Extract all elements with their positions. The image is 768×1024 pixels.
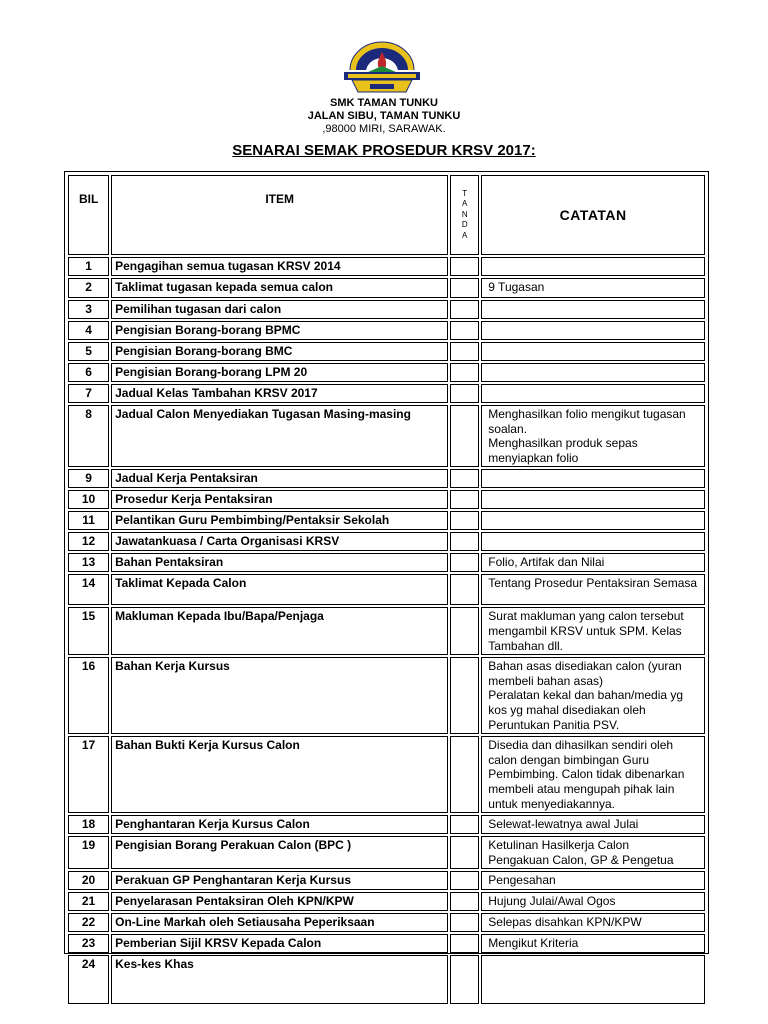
row-item: Makluman Kepada Ibu/Bapa/Penjaga — [111, 607, 448, 655]
row-catatan — [481, 363, 705, 382]
row-tanda-checkbox[interactable] — [450, 815, 479, 834]
table-header-row — [68, 175, 705, 255]
table-row — [68, 815, 705, 834]
row-bil: 16 — [68, 657, 109, 734]
table-row — [68, 363, 705, 382]
row-item: On-Line Markah oleh Setiausaha Peperiksaan — [111, 913, 448, 932]
row-item: Pemberian Sijil KRSV Kepada Calon — [111, 934, 448, 953]
checklist-table — [66, 173, 707, 1006]
row-item: Prosedur Kerja Pentaksiran — [111, 490, 448, 509]
row-catatan: Surat makluman yang calon tersebut mengambil KRSV untuk SPM. Kelas Tambahan dll. — [481, 607, 705, 655]
table-row — [68, 405, 705, 467]
row-catatan — [481, 490, 705, 509]
row-item: Bahan Pentaksiran — [111, 553, 448, 572]
row-tanda-checkbox[interactable] — [450, 892, 479, 911]
row-item: Jadual Calon Menyediakan Tugasan Masing-masing — [111, 405, 448, 467]
table-row — [68, 871, 705, 890]
header-item: ITEM — [111, 175, 448, 255]
row-tanda-checkbox[interactable] — [450, 934, 479, 953]
tanda-letter: N — [461, 209, 468, 219]
row-bil: 14 — [68, 574, 109, 605]
table-row — [68, 736, 705, 813]
row-catatan: Pengesahan — [481, 871, 705, 890]
row-catatan: Hujung Julai/Awal Ogos — [481, 892, 705, 911]
table-row — [68, 836, 705, 869]
row-tanda-checkbox[interactable] — [450, 871, 479, 890]
table-row — [68, 342, 705, 361]
row-tanda-checkbox[interactable] — [450, 736, 479, 813]
row-bil: 7 — [68, 384, 109, 403]
row-bil: 10 — [68, 490, 109, 509]
row-item: Bahan Bukti Kerja Kursus Calon — [111, 736, 448, 813]
row-tanda-checkbox[interactable] — [450, 836, 479, 869]
row-catatan: Ketulinan Hasilkerja Calon Pengakuan Calon, GP & Pengetua — [481, 836, 705, 869]
row-tanda-checkbox[interactable] — [450, 657, 479, 734]
row-item: Jadual Kelas Tambahan KRSV 2017 — [111, 384, 448, 403]
row-bil: 2 — [68, 278, 109, 298]
row-tanda-checkbox[interactable] — [450, 300, 479, 319]
row-bil: 8 — [68, 405, 109, 467]
row-tanda-checkbox[interactable] — [450, 607, 479, 655]
row-catatan: Selewat-lewatnya awal Julai — [481, 815, 705, 834]
row-catatan: 9 Tugasan — [481, 278, 705, 298]
row-item: Pemilihan tugasan dari calon — [111, 300, 448, 319]
table-row — [68, 511, 705, 530]
row-tanda-checkbox[interactable] — [450, 490, 479, 509]
row-tanda-checkbox[interactable] — [450, 257, 479, 276]
row-tanda-checkbox[interactable] — [450, 363, 479, 382]
row-item: Pengisian Borang-borang BPMC — [111, 321, 448, 340]
table-row — [68, 607, 705, 655]
row-bil: 20 — [68, 871, 109, 890]
tanda-letter: D — [461, 220, 468, 230]
table-row — [68, 955, 705, 1004]
row-item: Penyelarasan Pentaksiran Oleh KPN/KPW — [111, 892, 448, 911]
school-header — [0, 97, 768, 136]
row-item: Taklimat Kepada Calon — [111, 574, 448, 605]
row-bil: 24 — [68, 955, 109, 1004]
row-item: Pengisian Borang-borang BMC — [111, 342, 448, 361]
row-bil: 12 — [68, 532, 109, 551]
row-tanda-checkbox[interactable] — [450, 384, 479, 403]
row-item: Perakuan GP Penghantaran Kerja Kursus — [111, 871, 448, 890]
row-tanda-checkbox[interactable] — [450, 913, 479, 932]
row-bil: 18 — [68, 815, 109, 834]
row-catatan: Menghasilkan folio mengikut tugasan soalan. Menghasilkan produk sepas menyiapkan folio — [481, 405, 705, 467]
table-row — [68, 934, 705, 953]
row-bil: 17 — [68, 736, 109, 813]
row-tanda-checkbox[interactable] — [450, 574, 479, 605]
row-tanda-checkbox[interactable] — [450, 321, 479, 340]
school-crest-icon — [340, 36, 424, 98]
table-row — [68, 321, 705, 340]
row-tanda-checkbox[interactable] — [450, 553, 479, 572]
row-tanda-checkbox[interactable] — [450, 342, 479, 361]
row-catatan: Folio, Artifak dan Nilai — [481, 553, 705, 572]
row-tanda-checkbox[interactable] — [450, 532, 479, 551]
header-catatan: CATATAN — [481, 175, 705, 255]
row-catatan — [481, 469, 705, 488]
row-bil: 6 — [68, 363, 109, 382]
row-catatan — [481, 257, 705, 276]
row-bil: 22 — [68, 913, 109, 932]
table-row — [68, 384, 705, 403]
row-catatan — [481, 955, 705, 1004]
row-catatan — [481, 532, 705, 551]
row-bil: 19 — [68, 836, 109, 869]
row-item: Pengisian Borang Perakuan Calon (BPC ) — [111, 836, 448, 869]
row-catatan — [481, 321, 705, 340]
table-row — [68, 278, 705, 298]
row-bil: 3 — [68, 300, 109, 319]
row-item: Jadual Kerja Pentaksiran — [111, 469, 448, 488]
row-item: Pengisian Borang-borang LPM 20 — [111, 363, 448, 382]
header-tanda — [450, 175, 479, 255]
tanda-letter: T — [462, 188, 468, 198]
row-catatan: Bahan asas disediakan calon (yuran membeli bahan asas) Peralatan kekal dan bahan/media yg kos yg mahal disediakan oleh Peruntukan Panitia PSV. — [481, 657, 705, 734]
row-bil: 1 — [68, 257, 109, 276]
row-catatan: Mengikut Kriteria — [481, 934, 705, 953]
row-catatan — [481, 384, 705, 403]
row-catatan: Tentang Prosedur Pentaksiran Semasa — [481, 574, 705, 605]
row-bil: 21 — [68, 892, 109, 911]
page-title: SENARAI SEMAK PROSEDUR KRSV 2017: — [232, 142, 536, 159]
row-catatan: Selepas disahkan KPN/KPW — [481, 913, 705, 932]
row-tanda-checkbox[interactable] — [450, 278, 479, 298]
row-tanda-checkbox[interactable] — [450, 955, 479, 1004]
table-row — [68, 300, 705, 319]
row-item: Pengagihan semua tugasan KRSV 2014 — [111, 257, 448, 276]
table-row — [68, 892, 705, 911]
table-row — [68, 574, 705, 605]
row-tanda-checkbox[interactable] — [450, 511, 479, 530]
table-row — [68, 553, 705, 572]
table-row — [68, 490, 705, 509]
row-item: Taklimat tugasan kepada semua calon — [111, 278, 448, 298]
row-catatan — [481, 300, 705, 319]
school-city: ,98000 MIRI, SARAWAK. — [322, 123, 446, 135]
row-item: Pelantikan Guru Pembimbing/Pentaksir Sekolah — [111, 511, 448, 530]
table-row — [68, 532, 705, 551]
school-street: JALAN SIBU, TAMAN TUNKU — [307, 110, 461, 122]
table-row — [68, 913, 705, 932]
header-bil: BIL — [68, 175, 109, 255]
table-row — [68, 469, 705, 488]
row-catatan — [481, 511, 705, 530]
row-item: Jawatankuasa / Carta Organisasi KRSV — [111, 532, 448, 551]
tanda-letter: A — [462, 230, 468, 240]
row-item: Kes-kes Khas — [111, 955, 448, 1004]
row-tanda-checkbox[interactable] — [450, 405, 479, 467]
row-catatan: Disedia dan dihasilkan sendiri oleh calon dengan bimbingan Guru Pembimbing. Calon tidak dibenarkan membeli atau mengupah pihak lain untuk menyediakannya. — [481, 736, 705, 813]
row-tanda-checkbox[interactable] — [450, 469, 479, 488]
row-bil: 15 — [68, 607, 109, 655]
row-bil: 13 — [68, 553, 109, 572]
tanda-letter: A — [462, 199, 468, 209]
row-item: Bahan Kerja Kursus — [111, 657, 448, 734]
row-bil: 9 — [68, 469, 109, 488]
school-name: SMK TAMAN TUNKU — [330, 97, 438, 109]
row-item: Penghantaran Kerja Kursus Calon — [111, 815, 448, 834]
row-bil: 4 — [68, 321, 109, 340]
row-bil: 5 — [68, 342, 109, 361]
row-bil: 23 — [68, 934, 109, 953]
table-row — [68, 657, 705, 734]
table-row — [68, 257, 705, 276]
row-catatan — [481, 342, 705, 361]
row-bil: 11 — [68, 511, 109, 530]
